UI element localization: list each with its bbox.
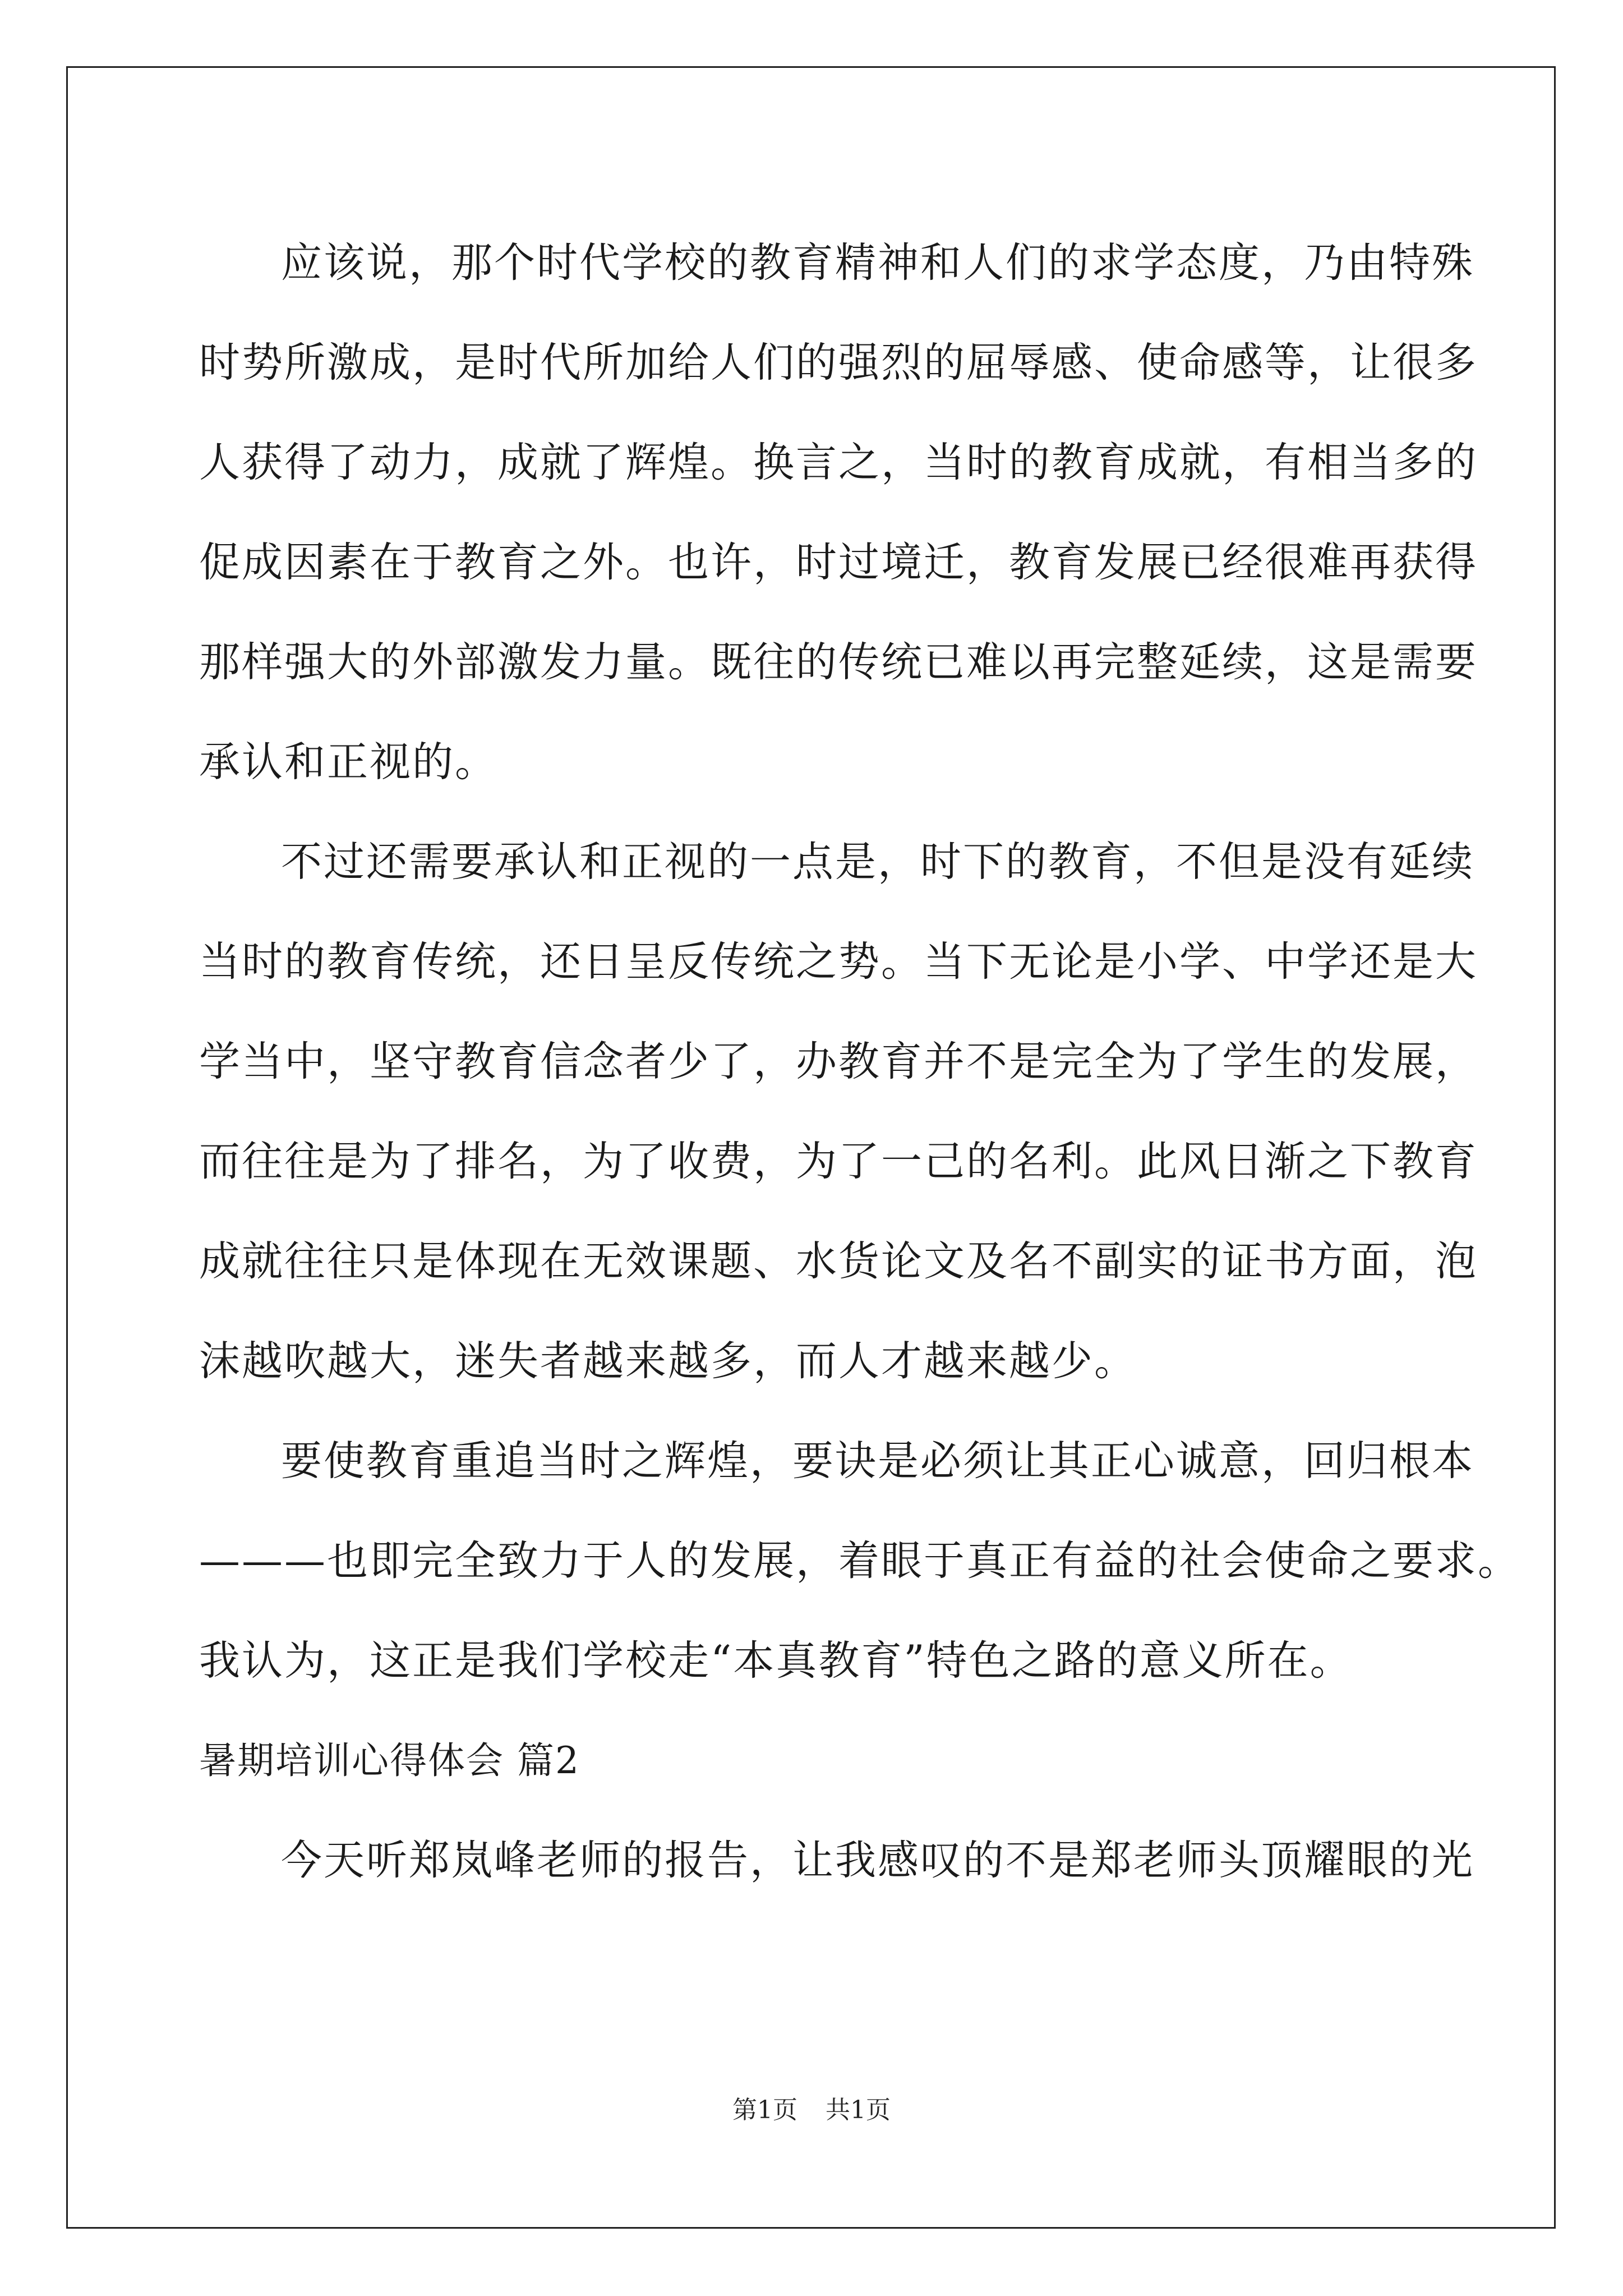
page-footer	[0, 2090, 1623, 2125]
paragraph-1-line-5: 那样强大的外部激发力量。既往的传统已难以再完整延续，这是需要	[199, 638, 1478, 686]
paragraph-1-line-3: 人获得了动力，成就了辉煌。换言之，当时的教育成就，有相当多的	[199, 439, 1478, 486]
paragraph-3-line-2: ———也即完全致力于人的发展，着眼于真正有益的社会使命之要求。	[199, 1537, 1520, 1585]
paragraph-1-line-6: 承认和正视的。	[199, 738, 497, 786]
page-number: 第1页	[732, 2096, 797, 2124]
paragraph-3-line-1: 要使教育重追当时之辉煌，要诀是必须让其正心诚意，回归根本	[281, 1437, 1474, 1485]
paragraph-2-line-3: 学当中，坚守教育信念者少了，办教育并不是完全为了学生的发展，	[199, 1038, 1478, 1085]
paragraph-2-line-4: 而往往是为了排名，为了收费，为了一己的名利。此风日渐之下教育	[199, 1138, 1478, 1185]
page-total: 共1页	[826, 2096, 891, 2124]
paragraph-3-line-3: 我认为，这正是我们学校走“本真教育”特色之路的意义所在。	[199, 1637, 1353, 1685]
paragraph-2-line-2: 当时的教育传统，还日呈反传统之势。当下无论是小学、中学还是大	[199, 938, 1478, 986]
paragraph-1-line-2: 时势所激成，是时代所加给人们的强烈的屈辱感、使命感等，让很多	[199, 339, 1478, 386]
section-heading: 暑期培训心得体会 篇2	[199, 1739, 580, 1782]
paragraph-2-line-5: 成就往往只是体现在无效课题、水货论文及名不副实的证书方面，泡	[199, 1237, 1478, 1285]
final-paragraph-line-1: 今天听郑岚峰老师的报告，让我感叹的不是郑老师头顶耀眼的光	[281, 1837, 1474, 1884]
document-body	[199, 213, 1520, 1911]
paragraph-2-line-1: 不过还需要承认和正视的一点是，时下的教育，不但是没有延续	[281, 838, 1474, 886]
paragraph-1-line-4: 促成因素在于教育之外。也许，时过境迁，教育发展已经很难再获得	[199, 539, 1478, 586]
paragraph-1-line-1: 应该说，那个时代学校的教育精神和人们的求学态度，乃由特殊	[281, 239, 1474, 287]
paragraph-2-line-6: 沫越吹越大，迷失者越来越多，而人才越来越少。	[199, 1337, 1137, 1385]
